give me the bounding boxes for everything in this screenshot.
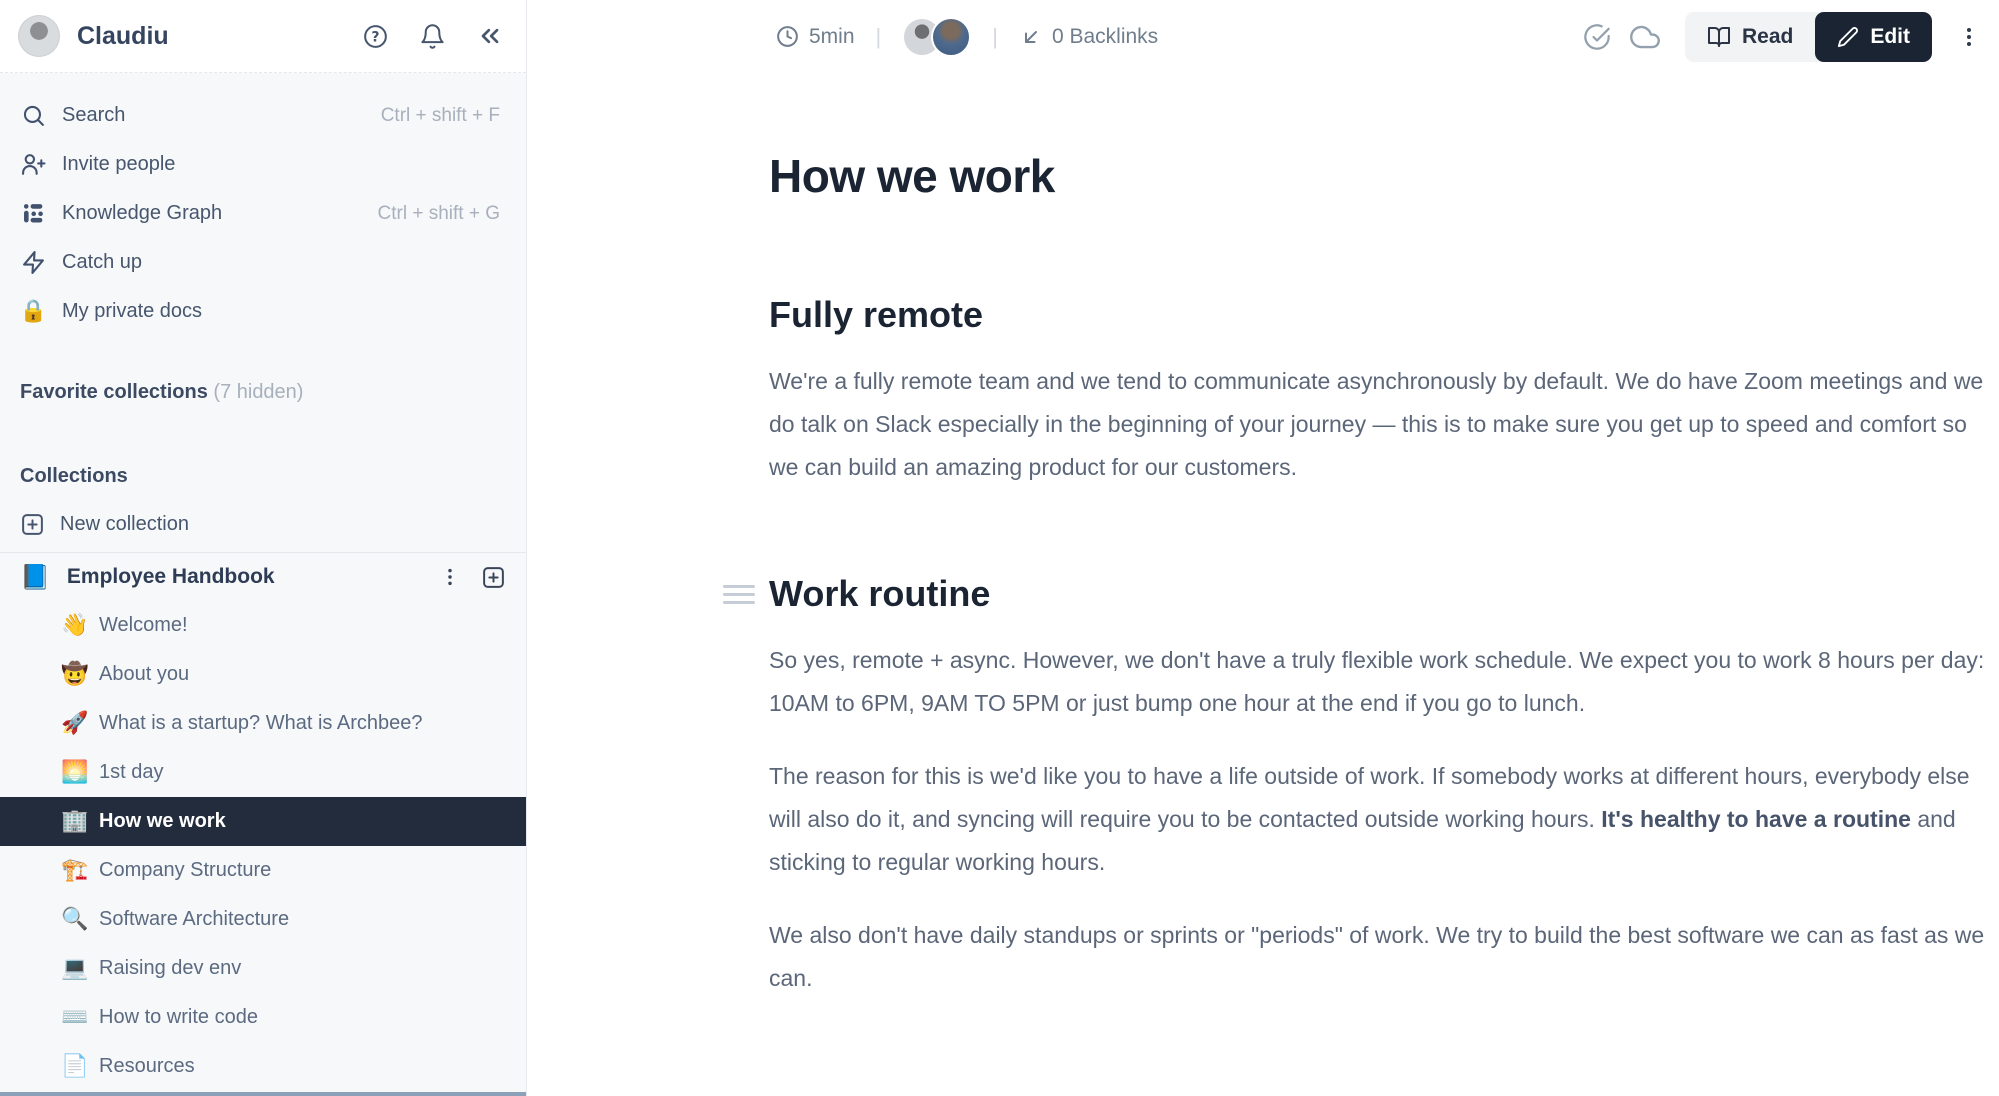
sidebar-item-invite-people[interactable] — [0, 140, 526, 189]
doc-item-how-we-work[interactable]: 🏢 How we work — [0, 797, 526, 846]
invite-people-icon — [20, 152, 47, 177]
doc-item-resources[interactable]: 📄 Resources — [61, 1053, 195, 1079]
sidebar — [0, 0, 527, 1096]
paragraph: So yes, remote + async. However, we don't have a truly flexible work schedule. We expect you to work 8 hours per day: 10AM to 6PM, 9AM TO 5PM or just bump one hour at the end if you go to lunch. — [769, 647, 1985, 716]
keyboard-emoji-icon: ⌨️ — [61, 1004, 89, 1030]
section-heading-work-routine: Work routine — [769, 573, 1987, 615]
sidebar-item-search[interactable] — [0, 91, 526, 140]
help-icon[interactable] — [362, 23, 389, 50]
paragraph: We're a fully remote team and we tend to communicate asynchronously by default. We do have Zoom meetings and we do talk on Slack especially in the beginning of your journey — this is to make sure you get up to speed and comfort so we can build an amazing product for our customers. — [769, 368, 1984, 480]
shortcut-hint: Ctrl + shift + G — [377, 202, 500, 224]
doc-item-1st-day[interactable]: 🌅 1st day — [61, 759, 164, 785]
contributor-avatars[interactable] — [902, 17, 971, 57]
page-title: How we work — [769, 150, 1055, 202]
read-edit-toggle — [1685, 12, 1932, 62]
paragraph: The reason for this is we'd like you to have a life outside of work. If somebody works at different hours, everybody else will also do it, and syncing will require you to be contacted outside working hours. It's healthy to have a routine and sticking to regular working hours. — [769, 763, 1970, 875]
doc-topbar — [527, 0, 1999, 73]
book-emoji-icon: 📘 — [20, 563, 50, 591]
crane-emoji-icon: 🏗️ — [61, 857, 89, 883]
edit-mode-button[interactable]: Edit — [1815, 12, 1932, 62]
bold-text: It's healthy to have a routine — [1601, 806, 1911, 832]
shortcut-hint: Ctrl + shift + F — [380, 104, 500, 126]
saved-check-icon — [1583, 23, 1611, 51]
document-body[interactable] — [527, 73, 1987, 1000]
separator: | — [875, 23, 882, 49]
lightning-icon — [20, 250, 47, 275]
workspace-header — [0, 0, 526, 73]
waving-hand-emoji-icon: 👋 — [61, 612, 89, 638]
paragraph: We also don't have daily standups or sprints or "periods" of work. We try to build the best software we can as fast as we can. — [769, 922, 1985, 991]
contributor-avatar[interactable] — [931, 17, 971, 57]
sidebar-item-label: My private docs — [62, 300, 203, 322]
sidebar-header-icons — [362, 22, 504, 50]
collapse-sidebar-icon[interactable] — [476, 22, 504, 50]
hidden-count: (7 hidden) — [213, 381, 304, 403]
user-avatar[interactable] — [18, 15, 60, 57]
sidebar-item-label: Knowledge Graph — [62, 202, 223, 224]
lock-emoji-icon: 🔒 — [19, 298, 48, 324]
sidebar-item-label: Catch up — [62, 251, 143, 273]
cowboy-emoji-icon: 🤠 — [61, 661, 89, 687]
cloud-sync-icon — [1630, 22, 1660, 52]
add-doc-icon[interactable] — [481, 565, 506, 590]
doc-item-welcome[interactable]: 👋 Welcome! — [61, 612, 188, 638]
open-book-icon — [1707, 25, 1731, 49]
plus-box-icon — [20, 512, 45, 537]
new-collection-button[interactable]: New collection — [0, 500, 526, 549]
separator: | — [992, 23, 998, 49]
doc-item-software-architecture[interactable]: 🔍 Software Architecture — [61, 906, 290, 932]
magnifier-emoji-icon: 🔍 — [61, 906, 89, 932]
sidebar-item-my-private-docs[interactable] — [0, 287, 526, 336]
doc-item-about-you[interactable]: 🤠 About you — [61, 661, 190, 687]
sidebar-item-label: Search — [62, 104, 126, 126]
backlinks[interactable]: 0 Backlinks — [1019, 25, 1158, 49]
doc-options-kebab-icon[interactable] — [1957, 25, 1981, 49]
knowledge-graph-icon — [20, 201, 47, 226]
sidebar-item-label: Invite people — [62, 153, 176, 175]
doc-item-company-structure[interactable]: 🏗️ Company Structure — [61, 857, 272, 883]
favorite-collections-header[interactable]: Favorite collections (7 hidden) — [20, 381, 304, 403]
sidebar-item-knowledge-graph[interactable] — [0, 189, 526, 238]
arrow-down-left-icon — [1019, 25, 1043, 49]
collections-header: Collections — [20, 465, 128, 487]
workspace-name: Claudiu — [77, 21, 169, 50]
block-drag-handle-icon[interactable] — [723, 585, 755, 604]
notifications-bell-icon[interactable] — [419, 23, 446, 50]
laptop-emoji-icon: 💻 — [61, 955, 89, 981]
search-icon — [20, 103, 47, 128]
rocket-emoji-icon: 🚀 — [61, 710, 89, 736]
doc-list — [0, 601, 526, 1091]
pencil-icon — [1837, 26, 1859, 48]
sidebar-nav — [0, 73, 526, 336]
page-emoji-icon: 📄 — [61, 1053, 89, 1079]
clock-icon — [775, 24, 800, 49]
sidebar-item-catch-up[interactable] — [0, 238, 526, 287]
svg-text:?: ? — [371, 28, 380, 45]
read-time: 5min — [775, 24, 855, 49]
section-heading-fully-remote: Fully remote — [769, 294, 984, 335]
collection-employee-handbook[interactable]: 📘 Employee Handbook — [0, 553, 526, 601]
sidebar-scroll-indicator[interactable] — [0, 1092, 526, 1096]
doc-item-what-is-a-startup[interactable]: 🚀 What is a startup? What is Archbee? — [61, 710, 423, 736]
read-mode-button[interactable]: Read — [1685, 12, 1815, 62]
office-building-emoji-icon: 🏢 — [61, 808, 89, 834]
doc-item-raising-dev-env[interactable]: 💻 Raising dev env — [61, 955, 242, 981]
sunrise-emoji-icon: 🌅 — [61, 759, 89, 785]
collection-menu-kebab-icon[interactable] — [439, 566, 461, 588]
main-panel — [527, 0, 1999, 1096]
doc-item-how-to-write-code[interactable]: ⌨️ How to write code — [61, 1004, 258, 1030]
